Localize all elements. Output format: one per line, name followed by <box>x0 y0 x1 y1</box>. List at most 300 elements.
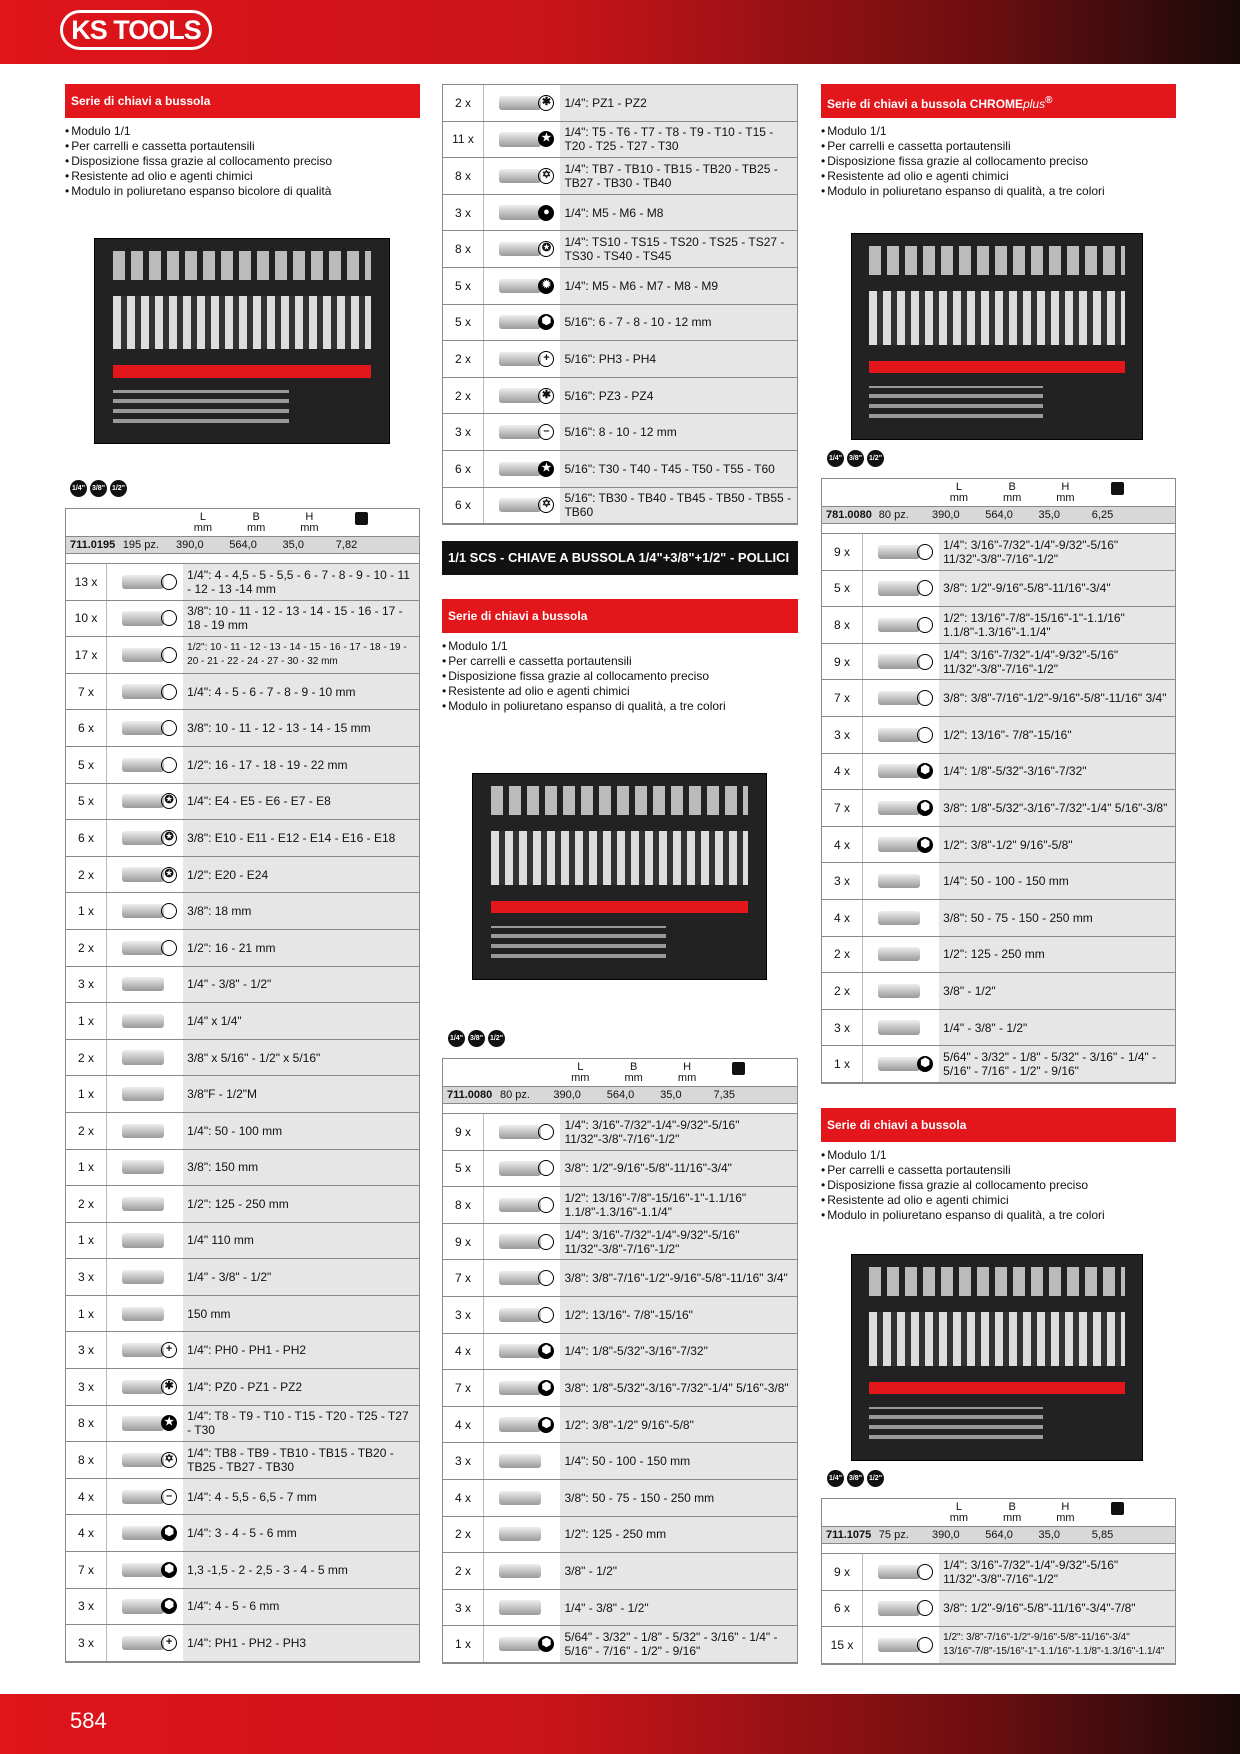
row-quantity: 13 x <box>66 564 106 600</box>
weight-icon <box>732 1062 745 1075</box>
tool-shape <box>878 874 920 888</box>
profile-icon: ⬢ <box>917 837 933 853</box>
tool-image <box>483 1590 560 1626</box>
product-photo <box>851 1254 1143 1461</box>
feature-item: • Resistente ad olio e agenti chimici <box>65 169 420 184</box>
table-row <box>443 158 797 195</box>
table-row <box>443 1334 797 1371</box>
row-description: 1/4" 110 mm <box>183 1223 419 1259</box>
row-quantity: 2 x <box>822 973 862 1009</box>
header-l <box>191 512 215 534</box>
profile-icon: ✪ <box>538 241 554 257</box>
row-quantity: 2 x <box>66 857 106 893</box>
row-description: 3/8": 10 - 11 - 12 - 13 - 14 - 15 - 16 - 17 - 18 - 19 mm <box>183 601 419 637</box>
header-h-label: H <box>1061 481 1070 493</box>
tool-shape <box>122 1490 164 1504</box>
row-quantity: 3 x <box>443 414 483 450</box>
row-description: 3/8": 1/2"-9/16"-5/8"-11/16"-3/4" <box>560 1151 797 1187</box>
table-row <box>66 1296 419 1333</box>
row-description: 1/4": 4 - 4,5 - 5 - 5,5 - 6 - 7 - 8 - 9 - 10 - 11 - 12 - 13 -14 mm <box>183 564 419 600</box>
tool-shape <box>122 1233 164 1247</box>
table-row <box>443 305 797 342</box>
tool-image <box>106 1003 183 1039</box>
row-description: 1/2": 10 - 11 - 12 - 13 - 14 - 15 - 16 - 17 - 18 - 19 - 20 - 21 - 22 - 24 - 27 - 30 - 32 mm <box>183 637 419 673</box>
table-row <box>66 564 419 601</box>
product-photo <box>851 233 1143 440</box>
table-row <box>66 893 419 930</box>
table-row <box>66 1003 419 1040</box>
profile-icon: ✪ <box>161 830 177 846</box>
row-description: 1/2": E20 - E24 <box>183 857 419 893</box>
feature-item: • Disposizione fissa grazie al collocamento preciso <box>65 154 420 169</box>
header-h <box>675 1062 699 1084</box>
row-quantity: 3 x <box>66 1332 106 1368</box>
tool-shape <box>499 1125 541 1139</box>
row-quantity: 1 x <box>66 1003 106 1039</box>
header-h <box>1053 482 1077 504</box>
spec-code: 781.0080 <box>826 509 872 521</box>
tool-shape <box>878 1020 920 1034</box>
tool-shape <box>122 575 164 589</box>
table-row <box>443 1517 797 1554</box>
table-row <box>443 414 797 451</box>
table-row <box>443 195 797 232</box>
profile-icon: + <box>161 1342 177 1358</box>
tool-shape <box>499 1454 541 1468</box>
tool-shape <box>122 1343 164 1357</box>
row-description: 1/2": 3/8"-1/2" 9/16"-5/8" <box>560 1407 797 1443</box>
table-row <box>822 534 1175 571</box>
tool-shape <box>499 1564 541 1578</box>
profile-icon: ⬢ <box>538 314 554 330</box>
row-quantity: 4 x <box>66 1479 106 1515</box>
header-l-label: L <box>955 1501 962 1513</box>
spec-code: 711.0080 <box>447 1089 493 1101</box>
feature-item: • Per carrelli e cassetta portautensili <box>821 139 1176 154</box>
row-description: 1/2": 3/8"-7/16"-1/2"-9/16"-5/8"-11/16"-3/4" 13/16"-7/8"-15/16"-1"-1.1/16"-1.1/8"-1.3/16"-1.1/4" <box>939 1627 1175 1663</box>
spec-row <box>443 1087 797 1104</box>
row-description: 1/4": M5 - M6 - M7 - M8 - M9 <box>560 268 797 304</box>
row-quantity: 6 x <box>822 1591 862 1627</box>
profile-icon <box>917 727 933 743</box>
row-quantity: 4 x <box>443 1334 483 1370</box>
table-row <box>66 1040 419 1077</box>
row-quantity: 5 x <box>66 747 106 783</box>
row-description: 3/8": 150 mm <box>183 1150 419 1186</box>
row-description: 3/8" - 1/2" <box>560 1553 797 1589</box>
row-quantity: 5 x <box>443 1151 483 1187</box>
feature-item: • Modulo 1/1 <box>821 1148 1176 1163</box>
row-quantity: 9 x <box>822 1554 862 1590</box>
row-description: 1/4": PZ0 - PZ1 - PZ2 <box>183 1369 419 1405</box>
row-quantity: 6 x <box>66 710 106 746</box>
feature-item: • Disposizione fissa grazie al collocamento preciso <box>821 154 1176 169</box>
profile-icon: ✪ <box>161 867 177 883</box>
table-row <box>443 1370 797 1407</box>
row-quantity: 2 x <box>443 1553 483 1589</box>
tool-shape <box>499 1381 541 1395</box>
tool-image <box>862 863 939 899</box>
product-photo <box>94 238 390 444</box>
spacer <box>66 554 419 564</box>
feature-list <box>821 124 1176 199</box>
table-row <box>822 973 1175 1010</box>
row-quantity: 3 x <box>822 1010 862 1046</box>
header-b-label: B <box>630 1061 638 1073</box>
table-row <box>822 790 1175 827</box>
spacer <box>822 524 1175 534</box>
row-quantity: 3 x <box>66 1369 106 1405</box>
table-row <box>66 820 419 857</box>
row-description: 1/4" - 3/8" - 1/2" <box>183 1259 419 1295</box>
spec-l: 390,0 <box>176 539 204 551</box>
table-row <box>822 754 1175 791</box>
tool-shape <box>122 1160 164 1174</box>
row-description: 1/4": M5 - M6 - M8 <box>560 195 797 231</box>
table-row <box>66 747 419 784</box>
row-description: 1/2": 16 - 17 - 18 - 19 - 22 mm <box>183 747 419 783</box>
row-description: 1/4": T8 - T9 - T10 - T15 - T20 - T25 - T27 - T30 <box>183 1406 419 1442</box>
tool-shape <box>499 1491 541 1505</box>
drive-badge: 1/4" <box>827 1470 844 1487</box>
spec-code: 711.1075 <box>826 1529 872 1541</box>
row-quantity: 3 x <box>822 863 862 899</box>
tool-shape <box>499 1198 541 1212</box>
table-row <box>66 857 419 894</box>
tool-shape <box>122 1563 164 1577</box>
row-description: 1/4": TS10 - TS15 - TS20 - TS25 - TS27 - TS30 - TS40 - TS45 <box>560 231 797 267</box>
profile-icon: ⬢ <box>917 1056 933 1072</box>
tool-shape <box>122 611 164 625</box>
profile-icon <box>161 940 177 956</box>
column-3-section-2 <box>821 1108 1176 1223</box>
tool-shape <box>499 1417 541 1431</box>
brand-logo: KS TOOLS <box>60 10 212 50</box>
header-h-label: H <box>305 511 314 523</box>
table-row <box>822 1010 1175 1047</box>
row-quantity: 4 x <box>822 827 862 863</box>
row-description: 1/2": 13/16"-7/8"-15/16"-1"-1.1/16" 1.1/8"-1.3/16"-1.1/4" <box>560 1187 797 1223</box>
tool-image <box>106 1113 183 1149</box>
weight-icon <box>1111 1502 1124 1515</box>
tool-image <box>106 1296 183 1332</box>
row-description: 1/2": 3/8"-1/2" 9/16"-5/8" <box>939 827 1175 863</box>
tool-image <box>862 973 939 1009</box>
contents-table <box>65 508 420 1663</box>
header-h <box>297 512 321 534</box>
table-row <box>443 1151 797 1188</box>
row-quantity: 3 x <box>443 1443 483 1479</box>
header-h-label: H <box>683 1061 692 1073</box>
row-description: 1/4": 3 - 4 - 5 - 6 mm <box>183 1515 419 1551</box>
tool-shape <box>878 654 920 668</box>
row-description: 3/8" - 1/2" <box>939 973 1175 1009</box>
header-b <box>1000 482 1024 504</box>
header-b-label: B <box>252 511 260 523</box>
row-description: 1/4": 3/16"-7/32"-1/4"-9/32"-5/16" 11/32"-3/8"-7/16"-1/2" <box>560 1114 797 1150</box>
spec-h: 35,0 <box>660 1089 682 1101</box>
tool-shape <box>878 545 920 559</box>
row-description: 1/4": T5 - T6 - T7 - T8 - T9 - T10 - T15 - T20 - T25 - T27 - T30 <box>560 122 797 158</box>
row-quantity: 9 x <box>822 644 862 680</box>
row-quantity: 7 x <box>822 790 862 826</box>
profile-icon: ★ <box>161 1415 177 1431</box>
spec-w: 5,85 <box>1091 1529 1114 1541</box>
table-row <box>443 231 797 268</box>
table-row <box>443 1553 797 1590</box>
tool-image <box>106 1186 183 1222</box>
tool-shape <box>499 315 541 329</box>
row-quantity: 7 x <box>66 674 106 710</box>
feature-item: • Modulo 1/1 <box>442 639 798 654</box>
table-row <box>822 571 1175 608</box>
drive-size-badges <box>70 480 127 497</box>
table-row <box>66 674 419 711</box>
profile-icon <box>161 647 177 663</box>
row-quantity: 1 x <box>66 1150 106 1186</box>
row-description: 1/4": TB7 - TB10 - TB15 - TB20 - TB25 - TB27 - TB30 - TB40 <box>560 158 797 194</box>
table-row <box>822 1046 1175 1083</box>
profile-icon: ● <box>538 205 554 221</box>
row-description: 1/4": 4 - 5,5 - 6,5 - 7 mm <box>183 1479 419 1515</box>
header-b <box>1000 1502 1024 1524</box>
tool-shape <box>499 425 541 439</box>
table-row <box>66 967 419 1004</box>
drive-badge: 1/4" <box>827 450 844 467</box>
table-row <box>443 1480 797 1517</box>
row-description: 150 mm <box>183 1296 419 1332</box>
header-l-label: L <box>577 1061 584 1073</box>
feature-item: • Modulo in poliuretano espanso bicolore di qualità <box>65 184 420 199</box>
tool-image <box>106 1040 183 1076</box>
profile-icon <box>538 1234 554 1250</box>
table-row <box>66 930 419 967</box>
row-description: 1/4": 3/16"-7/32"-1/4"-9/32"-5/16" 11/32"-3/8"-7/16"-1/2" <box>939 644 1175 680</box>
table-header <box>66 509 419 537</box>
profile-icon <box>917 1564 933 1580</box>
tool-shape <box>122 1453 164 1467</box>
spec-w: 6,25 <box>1091 509 1114 521</box>
tool-shape <box>499 169 541 183</box>
row-description: 5/64" - 3/32" - 1/8" - 5/32" - 3/16" - 1/4" - 5/16" - 7/16" - 1/2" - 9/16" <box>939 1046 1175 1082</box>
table-header <box>822 1499 1175 1527</box>
tool-shape <box>122 904 164 918</box>
profile-icon: ⬢ <box>161 1598 177 1614</box>
spec-pcs: 195 pz. <box>122 539 159 551</box>
row-description: 1/4": PH1 - PH2 - PH3 <box>183 1625 419 1661</box>
table-row <box>822 644 1175 681</box>
header-b <box>244 512 268 534</box>
profile-icon: – <box>161 1489 177 1505</box>
row-description: 1/2": 125 - 250 mm <box>939 937 1175 973</box>
row-description: 1/2": 13/16"-7/8"-15/16"-1"-1.1/16" 1.1/8"-1.3/16"-1.1/4" <box>939 607 1175 643</box>
spec-row <box>66 537 419 554</box>
tool-shape <box>122 977 164 991</box>
tool-shape <box>499 1637 541 1651</box>
drive-badge: 1/2" <box>110 480 127 497</box>
tool-shape <box>878 911 920 925</box>
row-description: 1/4" - 3/8" - 1/2" <box>183 967 419 1003</box>
tool-shape <box>878 728 920 742</box>
table-row <box>443 341 797 378</box>
row-quantity: 3 x <box>66 1589 106 1625</box>
tool-shape <box>878 801 920 815</box>
table-row <box>66 1259 419 1296</box>
tool-shape <box>499 352 541 366</box>
row-quantity: 9 x <box>443 1114 483 1150</box>
row-quantity: 2 x <box>66 1040 106 1076</box>
row-quantity: 2 x <box>443 85 483 121</box>
row-quantity: 8 x <box>822 607 862 643</box>
row-description: 5/16": TB30 - TB40 - TB45 - TB50 - TB55 - TB60 <box>560 488 797 524</box>
row-quantity: 3 x <box>443 1590 483 1626</box>
row-description: 3/8": 1/8"-5/32"-3/16"-7/32"-1/4" 5/16"-3/8" <box>939 790 1175 826</box>
row-quantity: 2 x <box>66 1186 106 1222</box>
row-quantity: 3 x <box>66 967 106 1003</box>
row-description: 1/4": TB8 - TB9 - TB10 - TB15 - TB20 - TB25 - TB27 - TB30 <box>183 1442 419 1478</box>
row-quantity: 5 x <box>822 571 862 607</box>
contents-table-continued <box>442 84 798 525</box>
spec-l: 390,0 <box>932 509 960 521</box>
profile-icon <box>917 1637 933 1653</box>
header-l-label: L <box>199 511 206 523</box>
table-row <box>66 1625 419 1662</box>
table-row <box>822 607 1175 644</box>
row-quantity: 2 x <box>66 930 106 966</box>
contents-table <box>821 478 1176 1084</box>
profile-icon: ★ <box>538 461 554 477</box>
profile-icon <box>161 684 177 700</box>
row-quantity: 3 x <box>443 1297 483 1333</box>
feature-list <box>821 1148 1176 1223</box>
section-title: Serie di chiavi a bussola <box>442 599 798 633</box>
drive-badge: 1/4" <box>70 480 87 497</box>
feature-item: • Per carrelli e cassetta portautensili <box>65 139 420 154</box>
row-description: 3/8" x 5/16" - 1/2" x 5/16" <box>183 1040 419 1076</box>
tool-shape <box>878 1565 920 1579</box>
feature-list <box>442 639 798 714</box>
row-quantity: 5 x <box>443 268 483 304</box>
profile-icon: ✹ <box>538 278 554 294</box>
profile-icon: ⬢ <box>917 763 933 779</box>
spec-b: 564,0 <box>985 509 1013 521</box>
table-row <box>443 378 797 415</box>
tool-shape <box>122 1087 164 1101</box>
feature-item: • Modulo 1/1 <box>821 124 1176 139</box>
profile-icon: ⬢ <box>538 1343 554 1359</box>
row-quantity: 2 x <box>822 937 862 973</box>
table-row <box>66 1442 419 1479</box>
table-row <box>822 1591 1175 1628</box>
row-quantity: 2 x <box>443 1517 483 1553</box>
feature-item: • Disposizione fissa grazie al collocamento preciso <box>821 1178 1176 1193</box>
table-row <box>822 717 1175 754</box>
row-description: 1/4": 50 - 100 - 150 mm <box>939 863 1175 899</box>
spec-pcs: 80 pz. <box>499 1089 530 1101</box>
table-header <box>822 479 1175 507</box>
row-quantity: 8 x <box>66 1442 106 1478</box>
feature-item: • Per carrelli e cassetta portautensili <box>442 654 798 669</box>
tool-shape <box>878 947 920 961</box>
row-description: 1/4": 3/16"-7/32"-1/4"-9/32"-5/16" 11/32"-3/8"-7/16"-1/2" <box>560 1224 797 1260</box>
tool-shape <box>122 941 164 955</box>
tool-shape <box>499 462 541 476</box>
table-row <box>443 1407 797 1444</box>
row-description: 1/4": 50 - 100 - 150 mm <box>560 1443 797 1479</box>
profile-icon: ⬢ <box>917 800 933 816</box>
header-unit: mm <box>1056 492 1075 504</box>
row-description: 5/64" - 3/32" - 1/8" - 5/32" - 3/16" - 1/4" - 5/16" - 7/16" - 1/2" - 9/16" <box>560 1626 797 1662</box>
row-description: 3/8": 50 - 75 - 150 - 250 mm <box>560 1480 797 1516</box>
row-quantity: 7 x <box>443 1260 483 1296</box>
header-h <box>1053 1502 1077 1524</box>
row-description: 1/2": 13/16"- 7/8"-15/16" <box>560 1297 797 1333</box>
tool-image <box>106 1150 183 1186</box>
header-b-label: B <box>1008 481 1016 493</box>
column-3 <box>821 84 1176 199</box>
row-quantity: 7 x <box>443 1370 483 1406</box>
profile-icon: ⬢ <box>538 1380 554 1396</box>
drive-badge: 1/4" <box>448 1030 465 1047</box>
row-quantity: 3 x <box>66 1625 106 1661</box>
row-quantity: 4 x <box>66 1515 106 1551</box>
tool-shape <box>499 1527 541 1541</box>
tool-shape <box>499 205 541 219</box>
row-quantity: 3 x <box>66 1259 106 1295</box>
spec-h: 35,0 <box>1038 509 1060 521</box>
row-description: 5/16": T30 - T40 - T45 - T50 - T55 - T60 <box>560 451 797 487</box>
tool-shape <box>878 764 920 778</box>
row-quantity: 6 x <box>443 488 483 524</box>
tool-shape <box>122 1270 164 1284</box>
feature-item: • Resistente ad olio e agenti chimici <box>821 1193 1176 1208</box>
row-quantity: 11 x <box>443 122 483 158</box>
tool-shape <box>499 1271 541 1285</box>
row-quantity: 2 x <box>66 1113 106 1149</box>
drive-size-badges <box>448 1030 505 1047</box>
feature-item: • Disposizione fissa grazie al collocamento preciso <box>442 669 798 684</box>
row-quantity: 15 x <box>822 1627 862 1663</box>
table-row <box>66 1369 419 1406</box>
table-row <box>66 601 419 638</box>
row-quantity: 4 x <box>822 754 862 790</box>
row-quantity: 5 x <box>443 305 483 341</box>
row-description: 1/4" - 3/8" - 1/2" <box>939 1010 1175 1046</box>
table-row <box>66 784 419 821</box>
table-row <box>822 863 1175 900</box>
tool-shape <box>122 648 164 662</box>
tool-shape <box>499 1234 541 1248</box>
spec-h: 35,0 <box>1038 1529 1060 1541</box>
table-row <box>443 451 797 488</box>
row-quantity: 8 x <box>443 231 483 267</box>
table-row <box>66 1332 419 1369</box>
tool-image <box>483 1553 560 1589</box>
profile-icon: ✡ <box>161 1452 177 1468</box>
table-row <box>66 1479 419 1516</box>
table-row <box>822 680 1175 717</box>
tool-shape <box>499 1308 541 1322</box>
row-quantity: 9 x <box>443 1224 483 1260</box>
header-l <box>568 1062 592 1084</box>
row-description: 1/4": PH0 - PH1 - PH2 <box>183 1332 419 1368</box>
row-quantity: 1 x <box>66 1076 106 1112</box>
tool-shape <box>878 1057 920 1071</box>
profile-icon: + <box>161 1635 177 1651</box>
section-title: Serie di chiavi a bussola <box>821 1108 1176 1142</box>
profile-icon: – <box>538 424 554 440</box>
table-row <box>66 1552 419 1589</box>
